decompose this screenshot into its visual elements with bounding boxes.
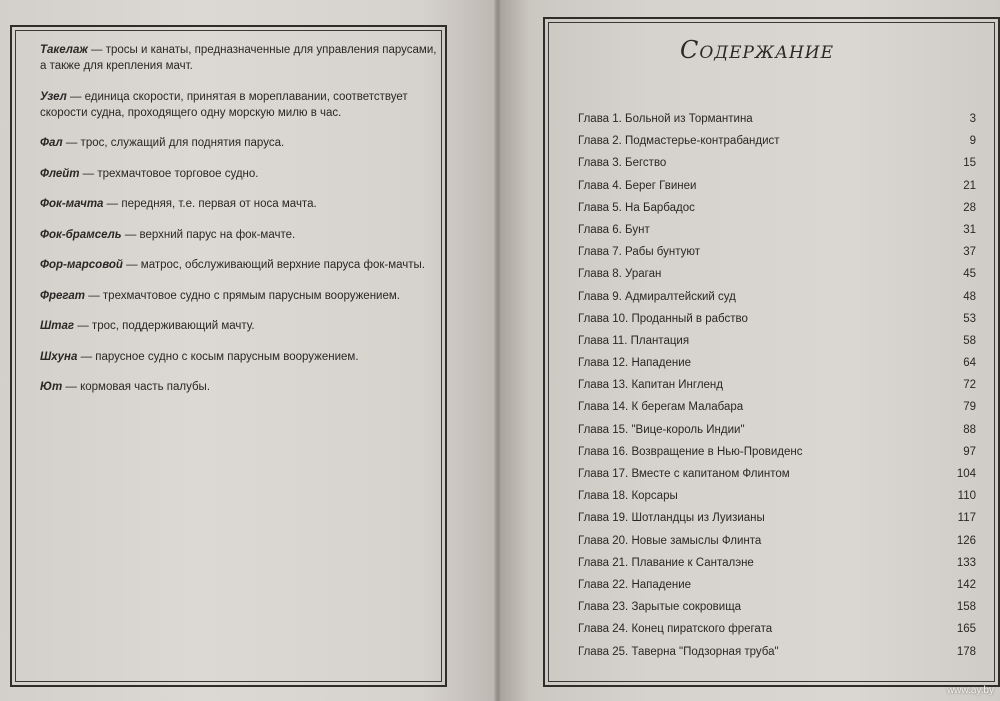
glossary-definition: — верхний парус на фок-мачте. xyxy=(121,228,296,241)
chapter-page-number: 126 xyxy=(956,534,976,547)
chapter-title: Глава 10. Проданный в рабство xyxy=(578,312,748,325)
glossary-entry xyxy=(40,349,442,365)
chapter-page-number: 72 xyxy=(963,379,976,392)
toc-row xyxy=(578,200,976,222)
chapter-page-number: 9 xyxy=(969,135,976,148)
glossary-entry xyxy=(40,318,442,334)
toc-row xyxy=(578,644,976,666)
glossary-entry xyxy=(40,89,442,121)
chapter-title: Глава 9. Адмиралтейский суд xyxy=(578,290,736,303)
glossary-term: Штаг xyxy=(40,320,75,332)
chapter-page-number: 158 xyxy=(956,601,976,614)
glossary-term: Фрегат xyxy=(40,289,86,302)
chapter-title: Глава 21. Плавание к Санталэне xyxy=(578,556,754,569)
chapter-page-number: 110 xyxy=(957,490,976,503)
glossary-term: Шхуна xyxy=(40,350,78,363)
glossary-definition: — трехмачтовое судно с прямым парусным вооружением. xyxy=(85,289,400,302)
toc-row xyxy=(578,488,976,510)
chapter-page-number: 165 xyxy=(956,623,976,636)
chapter-page-number: 3 xyxy=(969,113,976,125)
chapter-title: Глава 19. Шотландцы из Луизианы xyxy=(578,512,765,525)
toc-row xyxy=(578,510,976,532)
toc-row xyxy=(578,333,976,355)
glossary-entry xyxy=(40,135,442,151)
chapter-title: Глава 7. Рабы бунтуют xyxy=(578,246,700,259)
chapter-title: Глава 3. Бегство xyxy=(578,157,667,170)
chapter-title: Глава 16. Возвращение в Нью-Провиденс xyxy=(578,445,803,458)
book-spine xyxy=(494,0,502,701)
chapter-page-number: 48 xyxy=(963,290,976,303)
chapter-title: Глава 2. Подмастерье-контрабандист xyxy=(578,135,780,148)
glossary-entry xyxy=(40,257,442,273)
chapter-title: Глава 24. Конец пиратского фрегата xyxy=(578,623,773,636)
chapter-title: Глава 23. Зарытые сокровища xyxy=(578,601,742,614)
chapter-page-number: 15 xyxy=(963,157,976,170)
chapter-title: Глава 17. Вместе с капитаном Флинтом xyxy=(578,468,790,480)
glossary-term: Фок-брамсель xyxy=(40,228,122,241)
glossary-definition: — парусное судно с косым парусным вооружением. xyxy=(77,350,359,363)
chapter-page-number: 37 xyxy=(963,246,976,259)
chapter-page-number: 104 xyxy=(956,468,976,480)
toc-row xyxy=(578,422,976,444)
glossary-entry xyxy=(40,42,442,74)
glossary-term: Фок-мачта xyxy=(40,198,104,210)
chapter-page-number: 79 xyxy=(963,401,976,414)
toc-row xyxy=(578,266,976,288)
chapter-title: Глава 12. Нападение xyxy=(578,357,692,370)
chapter-title: Глава 5. На Барбадос xyxy=(578,201,695,214)
toc-row xyxy=(578,444,976,466)
toc-row xyxy=(578,399,976,421)
chapter-page-number: 117 xyxy=(957,512,976,525)
chapter-page-number: 64 xyxy=(963,357,976,370)
toc-row xyxy=(578,599,976,621)
toc-row xyxy=(578,577,976,599)
toc-row xyxy=(578,466,976,488)
toc-row xyxy=(578,555,976,577)
chapter-title: Глава 13. Капитан Ингленд xyxy=(578,379,723,392)
glossary xyxy=(40,42,442,410)
glossary-term: Фал xyxy=(40,137,63,149)
glossary-definition: — матрос, обслуживающий верхние паруса фок-мачты. xyxy=(122,259,425,271)
chapter-page-number: 178 xyxy=(956,645,976,658)
chapter-page-number: 45 xyxy=(963,268,976,281)
glossary-term: Флейт xyxy=(40,167,80,180)
glossary-entry xyxy=(40,288,442,304)
chapter-title: Глава 14. К берегам Малабара xyxy=(578,401,744,414)
chapter-title: Глава 4. Берег Гвинеи xyxy=(578,179,697,192)
toc-row xyxy=(578,178,976,200)
chapter-title: Глава 15. "Вице-король Индии" xyxy=(578,423,745,436)
glossary-term: Такелаж xyxy=(40,44,88,56)
glossary-definition: — трос, служащий для поднятия паруса. xyxy=(62,137,285,149)
toc-row xyxy=(578,244,976,266)
glossary-entry xyxy=(40,379,442,395)
toc-row xyxy=(578,111,976,133)
toc-row xyxy=(578,133,976,155)
chapter-page-number: 133 xyxy=(956,556,976,569)
glossary-term: Ют xyxy=(40,381,63,393)
chapter-title: Глава 22. Нападение xyxy=(578,578,692,591)
chapter-title: Глава 11. Плантация xyxy=(578,334,690,347)
toc-row xyxy=(578,377,976,399)
chapter-page-number: 21 xyxy=(963,179,976,192)
chapter-page-number: 53 xyxy=(963,312,976,325)
glossary-definition: — трос, поддерживающий мачту. xyxy=(74,320,255,332)
chapter-title: Глава 8. Ураган xyxy=(578,268,662,281)
glossary-entry xyxy=(40,227,442,243)
chapter-page-number: 142 xyxy=(956,578,976,591)
chapter-page-number: 88 xyxy=(963,423,976,436)
watermark: www.ay.by xyxy=(946,685,994,696)
chapter-title: Глава 6. Бунт xyxy=(578,223,650,236)
glossary-definition: — тросы и канаты, предназначенные для управления парусами, а также для крепления мачт. xyxy=(40,44,437,72)
glossary-entry xyxy=(40,196,442,212)
chapter-title: Глава 1. Больной из Тормантина xyxy=(578,113,753,125)
chapter-page-number: 31 xyxy=(963,223,976,236)
chapter-page-number: 97 xyxy=(963,445,976,458)
glossary-definition: — единица скорости, принятая в мореплавании, соответствует скорости судна, проходящего одну морскую милю в час. xyxy=(40,90,408,119)
toc-row xyxy=(578,533,976,555)
toc-row xyxy=(578,289,976,311)
chapter-page-number: 58 xyxy=(963,334,976,347)
chapter-page-number: 28 xyxy=(963,201,976,214)
glossary-term: Узел xyxy=(40,90,67,103)
chapter-title: Глава 18. Корсары xyxy=(578,490,678,503)
toc-row xyxy=(578,311,976,333)
toc-row xyxy=(578,222,976,244)
chapter-title: Глава 25. Таверна "Подзорная труба" xyxy=(578,645,779,658)
glossary-definition: — передняя, т.е. первая от носа мачта. xyxy=(103,198,317,210)
chapter-title: Глава 20. Новые замыслы Флинта xyxy=(578,534,762,547)
toc-row xyxy=(578,621,976,643)
glossary-definition: — трехмачтовое торговое судно. xyxy=(79,167,259,180)
table-of-contents xyxy=(578,111,976,666)
toc-row xyxy=(578,155,976,177)
glossary-term: Фор-марсовой xyxy=(40,259,123,271)
toc-row xyxy=(578,355,976,377)
glossary-entry xyxy=(40,166,442,182)
contents-title: Содержание xyxy=(680,36,835,64)
glossary-definition: — кормовая часть палубы. xyxy=(62,381,211,393)
